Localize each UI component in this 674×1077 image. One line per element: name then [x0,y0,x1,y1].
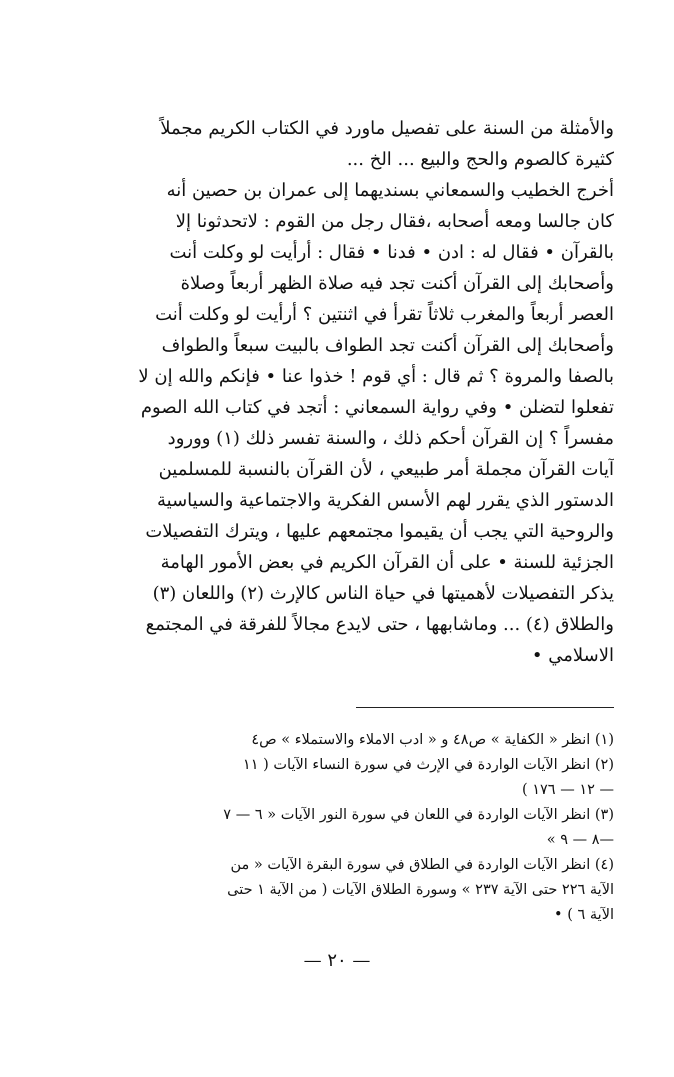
page-number: — ٢٠ — [303,950,371,971]
footnote-divider [356,707,614,708]
footnote-line: —٨ — ٩ » [546,832,614,848]
footnote-line: الآية ٦ ) • [554,907,614,923]
body-line: تفعلوا لتضلن • وفي رواية السمعاني : أتجد في كتاب الله الصوم [140,397,614,418]
footnote-line: (٤) انظر الآيات الواردة في الطلاق في سورة البقرة الآيات « من [230,857,614,873]
body-line: الجزئية للسنة • على أن القرآن الكريم في بعض الأمور الهامة [160,552,614,573]
footnote-line: (٣) انظر الآيات الواردة في اللعان في سورة النور الآيات « ٦ — ٧ [223,807,614,823]
footnote-line: — ١٢ — ١٧٦ ) [521,782,614,798]
body-line: بالقرآن • فقال له : ادن • فدنا • فقال : أرأيت لو وكلت أنت [169,242,614,263]
footnotes [54,728,614,928]
body-line: والطلاق (٤) ... وماشابهها ، حتى لايدع مجالاً للفرقة في المجتمع [145,614,614,635]
footnote-line: (٢) انظر الآيات الواردة في الإرث في سورة النساء الآيات ( ١١ [242,757,614,773]
body-line: والروحية التي يجب أن يقيموا مجتمعهم عليها ، ويترك التفصيلات [145,521,614,542]
body-line: يذكر التفصيلات لأهميتها في حياة الناس كالإرث (٢) واللعان (٣) [152,583,614,604]
body-line: أخرج الخطيب والسمعاني بسنديهما إلى عمران بن حصين أنه [166,180,614,201]
body-line: كثيرة كالصوم والحج والبيع ... الخ ... [346,149,614,170]
body-line: والأمثلة من السنة على تفصيل ماورد في الكتاب الكريم مجملاً [160,118,614,139]
body-line: وأصحابك إلى القرآن أكنت تجد فيه صلاة الظهر أربعاً وصلاة [180,273,614,294]
footnote-line: (١) انظر « الكفاية » ص٤٨ و « ادب الاملاء والاستملاء » ص٤ [251,732,614,748]
body-line: الدستور الذي يقرر لهم الأسس الفكرية والاجتماعية والسياسية [157,490,614,511]
body-line: العصر أربعاً والمغرب ثلاثاً تقرأ في اثنتين ؟ أرأيت لو وكلت أنت [155,304,614,325]
body-line: بالصفا والمروة ؟ ثم قال : أي قوم ! خذوا عنا • فإنكم والله إن لا [138,366,614,387]
body-line: الاسلامي • [531,645,614,666]
body-line: آيات القرآن مجملة أمر طبيعي ، لأن القرآن بالنسبة للمسلمين [158,459,614,480]
body-line: وأصحابك إلى القرآن أكنت تجد الطواف بالبيت سبعاً والطواف [161,335,614,356]
body-line: كان جالسا ومعه أصحابه ،فقال رجل من القوم : لاتحدثونا إلا [175,211,614,232]
footnote-line: الآية ٢٢٦ حتى الآية ٢٣٧ » وسورة الطلاق الآيات ( من الآية ١ حتى [227,882,614,898]
body-line: مفسراً ؟ إن القرآن أحكم ذلك ، والسنة تفسر ذلك (١) وورود [167,428,614,449]
body-text [59,113,614,671]
